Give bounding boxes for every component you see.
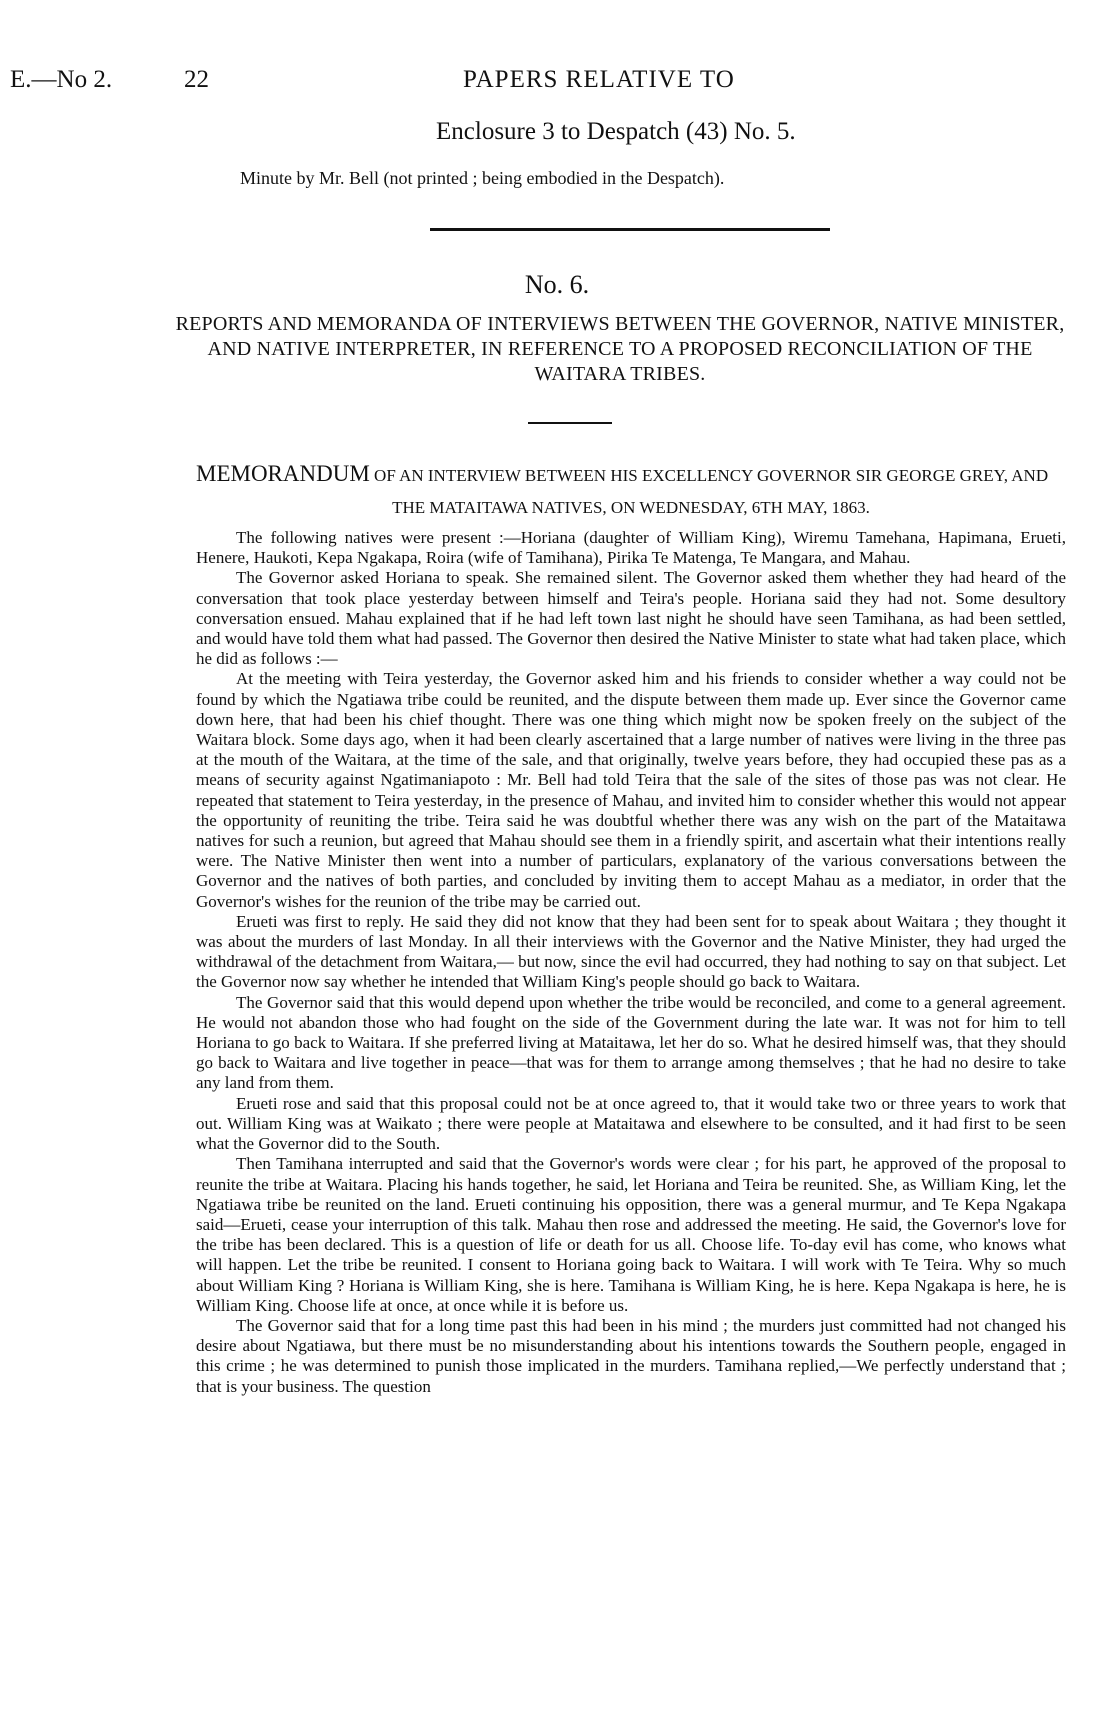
paragraph: The following natives were present :—Horiana (daughter of William King), Wiremu Tamehana, Hapimana, Erueti, Henere, Haukoti, Kepa Ngakapa, Roira (wife of Tamihana), Pirika Te Matenga, Te Mangara, and Mahau. (196, 528, 1066, 568)
title-divider (528, 422, 612, 424)
section-divider (430, 228, 830, 231)
report-title: REPORTS AND MEMORANDA OF INTERVIEWS BETWEEN THE GOVERNOR, NATIVE MINISTER, AND NATIVE INTERPRETER, IN REFERENCE TO A PROPOSED RECONCILIATION OF THE WAITARA TRIBES. (175, 313, 1065, 385)
memorandum-heading (196, 458, 1066, 524)
enclosure-heading: Enclosure 3 to Despatch (43) No. 5. (436, 118, 796, 145)
running-header (0, 66, 1114, 96)
paragraph: The Governor said that this would depend upon whether the tribe would be reconciled, and come to a general agreement. He would not abandon those who had fought on the side of the Government during the late war. It was not for him to tell Horiana to go back to Waitara. If she preferred living at Mataitawa, let her do so. What he desired himself was, that they should go back to Waitara and live together in peace—that was for them to arrange among themselves ; that he had no desire to take any land from them. (196, 992, 1066, 1093)
paragraph: At the meeting with Teira yesterday, the Governor asked him and his friends to consider whether a way could not be found by which the Ngatiawa tribe could be reunited, and the dispute between them made up. Ever since the Governor came down here, that had been his chief thought. There was one thing which might now be spoken freely on the subject of the Waitara block. Some days ago, when it had been clearly ascertained that a large number of natives were living in the three pas at the mouth of the Waitara, at the time of the sale, and that originally, twelve years before, they had occupied these pas as a means of security against Ngatimaniapoto : Mr. Bell had told Teira that the sale of the sites of those pas was not clear. He repeated that statement to Teira yesterday, in the presence of Mahau, and invited him to consider whether this would not appear the opportunity of reuniting the tribe. Teira said he was doubtful whether there was any wish on the part of the Mataitawa natives for such a reunion, but agreed that Mahau should see them in a friendly spirit, and ascertain what their intentions really were. The Native Minister then went into a number of particulars, explanatory of the various conversations between the Governor and the natives of both parties, and concluded by inviting them to accept Mahau as a mediator, in order that the Governor's wishes for the reunion of the tribe may be carried out. (196, 669, 1066, 911)
paragraph: Then Tamihana interrupted and said that the Governor's words were clear ; for his part, he approved of the proposal to reunite the tribe at Waitara. Placing his hands together, he said, let Horiana and Teira be reunited. She, as William King, let the Ngatiawa tribe be reunited on the land. Erueti continuing his opposition, there was a general murmur, and Te Kepa Ngakapa said—Erueti, cease your interruption of this talk. Mahau then rose and addressed the meeting. He said, the Governor's love for the tribe has been declared. This is a question of life or death for us all. Choose life. To-day evil has come, who knows what will happen. Let the tribe be reunited. I consent to Horiana going back to Waitara. I will work with Te Teira. Why so much about William King ? Horiana is William King, she is here. Tamihana is William King, he is here. Kepa Ngakapa is here, he is William King. Choose life at once, at once while it is before us. (196, 1154, 1066, 1315)
paragraph: Erueti was first to reply. He said they did not know that they had been sent for to speak about Waitara ; they thought it was about the murders of last Monday. In all their interviews with the Governor and the Native Minister, they had urged the withdrawal of the detachment from Waitara,— but now, since the evil had occurred, they had nothing to say on that subject. Let the Governor now say whether he intended that William King's people should go back to Waitara. (196, 911, 1066, 992)
paragraph: The Governor said that for a long time past this had been in his mind ; the murders just committed had not changed his desire about Ngatiawa, but there must be no misunderstanding about his intentions towards the Southern people, engaged in this crime ; he was determined to punish those implicated in the murders. Tamihana replied,—We perfectly understand that ; that is your business. The question (196, 1315, 1066, 1396)
page-number: 22 (184, 66, 209, 93)
memorandum-body (196, 528, 1066, 1397)
paragraph: Erueti rose and said that this proposal could not be at once agreed to, that it would take two or three years to work that out. William King was at Waikato ; there were people at Mataitawa and elsewhere to be consulted, and it had first to be seen what the Governor did to the South. (196, 1093, 1066, 1154)
parliamentary-paper-ref: E.—No 2. (10, 66, 113, 93)
paragraph: The Governor asked Horiana to speak. She remained silent. The Governor asked them whether they had heard of the conversation that took place yesterday between himself and Teira's people. Horiana said they had not. Some desultory conversation ensued. Mahau explained that if he had left town last night he should have seen Tamihana, as had been settled, and would have told them what had passed. The Governor then desired the Native Minister to state what had taken place, which he did as follows :— (196, 568, 1066, 669)
running-title: PAPERS RELATIVE TO (463, 66, 735, 93)
minute-note: Minute by Mr. Bell (not printed ; being embodied in the Despatch). (240, 168, 725, 188)
memorandum-heading-line1: OF AN INTERVIEW BETWEEN HIS EXCELLENCY GOVERNOR SIR GEORGE GREY, AND (374, 466, 1049, 485)
memorandum-lead: MEMORANDUM (196, 461, 370, 486)
memorandum-heading-line2: THE MATAITAWA NATIVES, ON WEDNESDAY, 6TH MAY, 1863. (392, 498, 870, 517)
section-number: No. 6. (524, 270, 590, 299)
